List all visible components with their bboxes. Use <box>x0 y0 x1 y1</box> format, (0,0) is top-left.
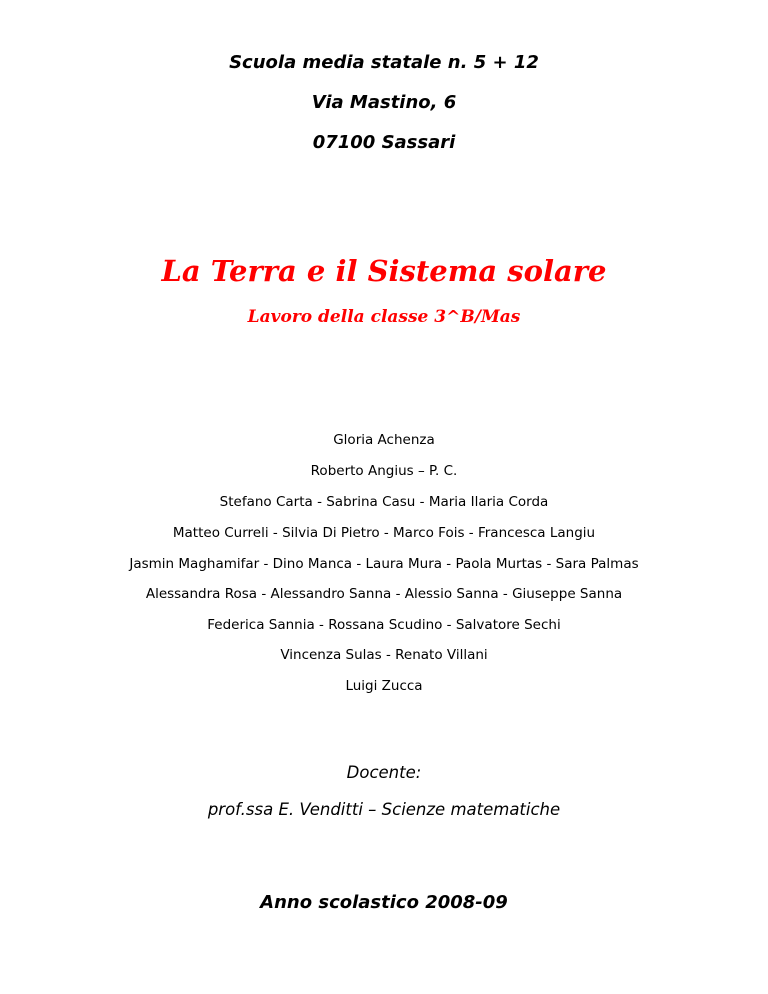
document-title: La Terra e il Sistema solare <box>161 254 607 288</box>
student-line: Alessandra Rosa - Alessandro Sanna - Alessio Sanna - Giuseppe Sanna <box>145 586 623 602</box>
teacher-name: prof.ssa E. Venditti – Scienze matematiche <box>207 800 561 819</box>
teacher-label: Docente: <box>346 763 422 782</box>
school-city: 07100 Sassari <box>312 132 456 153</box>
school-name: Scuola media statale n. 5 + 12 <box>229 52 539 73</box>
school-street: Via Mastino, 6 <box>311 92 457 113</box>
student-line: Matteo Curreli - Silvia Di Pietro - Marco Fois - Francesca Langiu <box>172 525 596 541</box>
school-year: Anno scolastico 2008-09 <box>260 892 508 913</box>
student-line: Gloria Achenza <box>333 432 435 448</box>
student-line: Jasmin Maghamifar - Dino Manca - Laura Mura - Paola Murtas - Sara Palmas <box>129 556 639 572</box>
document-subtitle: Lavoro della classe 3^B/Mas <box>247 307 521 327</box>
student-line: Luigi Zucca <box>345 678 423 694</box>
student-line: Roberto Angius – P. C. <box>310 463 458 479</box>
student-line: Stefano Carta - Sabrina Casu - Maria Ilaria Corda <box>219 494 549 510</box>
student-line: Vincenza Sulas - Renato Villani <box>280 647 488 663</box>
student-line: Federica Sannia - Rossana Scudino - Salvatore Sechi <box>207 617 561 633</box>
